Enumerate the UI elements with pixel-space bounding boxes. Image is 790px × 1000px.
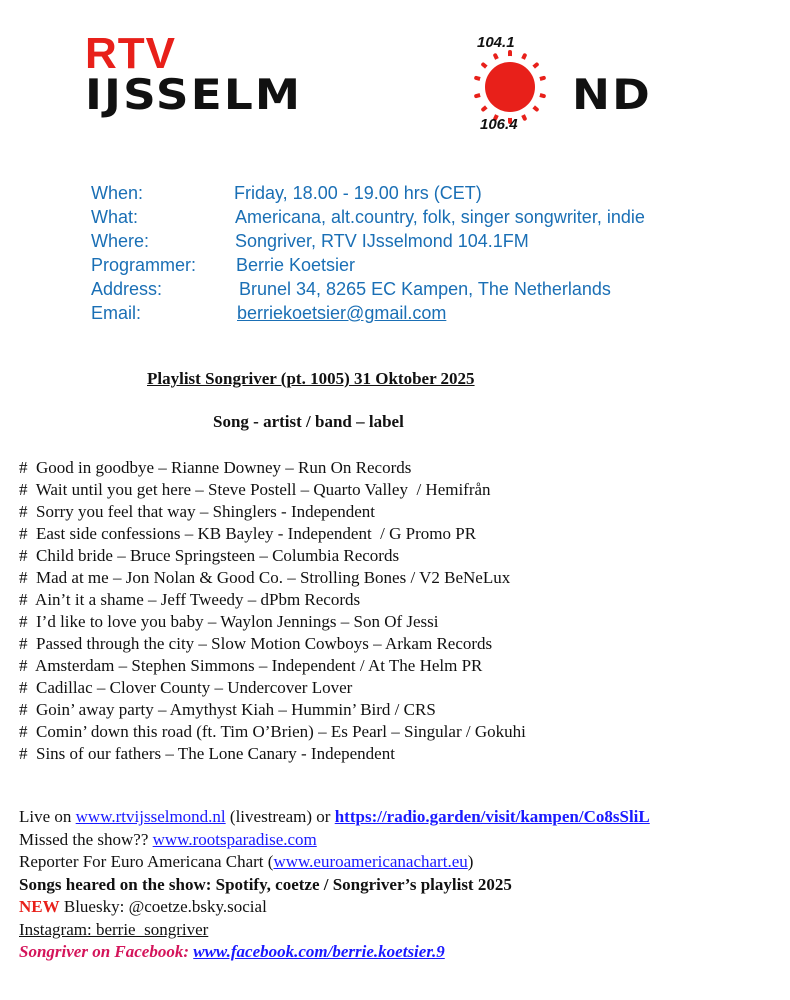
missed-prefix: Missed the show?? (19, 829, 153, 849)
new-badge: NEW (19, 897, 60, 916)
when-label: When: (91, 183, 144, 203)
address-label: Address: (91, 279, 163, 299)
reporter-suffix: ) (467, 852, 474, 871)
track-item: # Wait until you get here – Steve Postell – Quarto Valley / Hemifrån (19, 480, 491, 499)
playlist-title: Playlist Songriver (pt. 1005) 31 Oktober 2025 (147, 369, 475, 388)
track-item: # Mad at me – Jon Nolan & Good Co. – Strolling Bones / V2 BeNeLux (19, 568, 511, 587)
logo-frequency-top: 104.1 (477, 34, 515, 51)
logo-rtv-text: RTV (85, 29, 176, 78)
radio-garden-link[interactable]: https://radio.garden/visit/kampen/Co8sSliL (334, 807, 650, 826)
programmer-label: Programmer: (91, 255, 197, 275)
address-value: Brunel 34, 8265 EC Kampen, The Netherlands (239, 279, 611, 299)
logo-name-left: IJSSELM (85, 70, 303, 119)
bluesky-line (19, 896, 650, 919)
reporter-line (19, 851, 650, 874)
track-item: # Comin’ down this road (ft. Tim O’Brien) – Es Pearl – Singular / Gokuhi (19, 722, 526, 741)
live-line (19, 806, 650, 829)
what-value: Americana, alt.country, folk, singer songwriter, indie (235, 207, 645, 227)
bluesky-text: Bluesky: @coetze.bsky.social (59, 897, 267, 916)
track-item: # I’d like to love you baby – Waylon Jennings – Son Of Jessi (19, 612, 439, 631)
songs-line: Songs heared on the show: Spotify, coetze / Songriver’s playlist 2025 (19, 874, 512, 894)
reporter-prefix: Reporter For Euro Americana Chart ( (19, 852, 274, 871)
sun-disc (485, 62, 535, 112)
logo-name-right: ND (572, 70, 652, 119)
email-link[interactable]: berriekoetsier@gmail.com (237, 303, 447, 323)
facebook-label: Songriver on Facebook: (19, 942, 189, 961)
track-item: # Good in goodbye – Rianne Downey – Run On Records (19, 458, 412, 477)
track-item: # Child bride – Bruce Springsteen – Columbia Records (19, 546, 400, 565)
track-item: # Goin’ away party – Amythyst Kiah – Hummin’ Bird / CRS (19, 700, 436, 719)
facebook-line (19, 941, 650, 964)
euroamericanachart-link[interactable]: www.euroamericanachart.eu (273, 852, 468, 871)
missed-line (19, 829, 650, 852)
track-item: # Amsterdam – Stephen Simmons – Independent / At The Helm PR (19, 656, 483, 675)
track-item: # Passed through the city – Slow Motion Cowboys – Arkam Records (19, 634, 493, 653)
live-prefix: Live on (19, 807, 76, 826)
track-item: # Sins of our fathers – The Lone Canary - Independent (19, 744, 395, 763)
what-label: What: (91, 207, 139, 227)
track-list (19, 457, 526, 765)
live-middle: (livestream) or (225, 807, 335, 826)
rtv-ijsselmond-logo (85, 29, 685, 133)
track-item: # East side confessions – KB Bayley - Independent / G Promo PR (19, 524, 477, 543)
instagram-line: Instagram: berrie_songriver (19, 919, 209, 939)
track-item: # Sorry you feel that way – Shinglers - Independent (19, 502, 375, 521)
playlist-column-header: Song - artist / band – label (213, 412, 404, 431)
programmer-value: Berrie Koetsier (236, 255, 356, 275)
rootsparadise-link[interactable]: www.rootsparadise.com (152, 829, 317, 849)
footer-links (19, 806, 650, 964)
when-value: Friday, 18.00 - 19.00 hrs (CET) (234, 183, 482, 203)
track-item: # Cadillac – Clover County – Undercover Lover (19, 678, 353, 697)
where-label: Where: (91, 231, 150, 251)
track-item: # Ain’t it a shame – Jeff Tweedy – dPbm Records (19, 590, 361, 609)
where-value: Songriver, RTV IJsselmond 104.1FM (235, 231, 529, 251)
email-label: Email: (91, 303, 142, 323)
facebook-link[interactable]: www.facebook.com/berrie.koetsier.9 (193, 942, 445, 961)
logo-frequency-bottom: 106.4 (480, 116, 518, 133)
rtvijsselmond-link[interactable]: www.rtvijsselmond.nl (75, 807, 226, 826)
